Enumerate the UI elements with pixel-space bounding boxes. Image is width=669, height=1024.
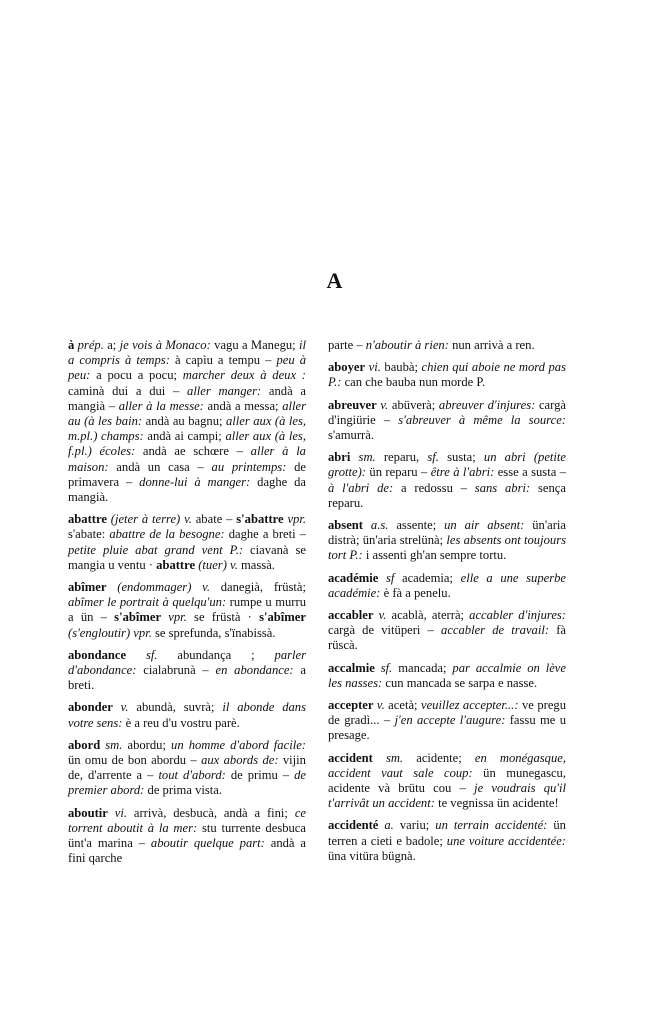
french-gloss: en abondance: (215, 663, 294, 678)
monegasque-text: üna vitüra bügnà. (328, 848, 416, 863)
monegasque-text: ün reparu – (366, 465, 431, 480)
french-gloss: une voiture accidentée: (446, 833, 566, 848)
dictionary-entry (328, 661, 566, 691)
french-gloss: v. (376, 397, 389, 412)
monegasque-text: stu turrente desbuca ünt'a marina – (68, 820, 306, 851)
monegasque-text: baubà; (380, 360, 422, 375)
monegasque-text: ün omu de bon abordu – (68, 753, 202, 768)
monegasque-text: acablà, aterrà; (386, 608, 470, 623)
french-gloss: aller à la messe: (118, 398, 204, 413)
monegasque-text: a pocu a pocu; (90, 368, 183, 383)
monegasque-text: andà un casa – (108, 459, 212, 474)
headword: abonder (68, 700, 113, 715)
french-gloss: (tuer) v. (195, 557, 238, 572)
french-gloss: en monégasque, accident vaut sale coup: (328, 750, 567, 780)
monegasque-text: andà a messa; (203, 398, 283, 413)
monegasque-text: à capìu a tempu – (169, 353, 277, 368)
french-gloss: (endommager) v. (106, 580, 210, 595)
headword: s'abattre (236, 512, 284, 527)
french-gloss: sm. (372, 750, 404, 765)
french-gloss: un terrain accidenté: (435, 818, 548, 833)
monegasque-text: ün terren a cieti e badole; (328, 818, 566, 848)
french-gloss: parler d'abondance: (68, 647, 306, 678)
french-gloss: abîmer le portrait à quelqu'un: (68, 595, 227, 610)
headword: accidenté (328, 818, 379, 833)
headword: abondance (68, 647, 127, 662)
french-gloss: veuillez accepter...: (421, 698, 519, 713)
french-gloss: prép. (74, 338, 108, 352)
headword: académie (328, 570, 379, 585)
headword: abattre (156, 557, 196, 572)
headword: accepter (328, 698, 374, 713)
french-gloss: aller au (à les bain: (68, 398, 307, 429)
monegasque-text: i assenti gh'an sempre tortu. (362, 548, 507, 563)
french-gloss: a. (378, 818, 394, 833)
monegasque-text: caminà dui a dui – (68, 383, 188, 398)
french-gloss: un abri (petite grotte): (328, 450, 566, 480)
french-gloss: n'aboutir à rien: (365, 338, 449, 352)
french-gloss: marcher deux à deux : (182, 368, 306, 383)
french-gloss: sf. (374, 660, 393, 675)
french-gloss: accabler d'injures: (469, 608, 566, 623)
french-gloss: aux abords de: (201, 753, 279, 768)
french-gloss: tout d'abord: (158, 768, 226, 783)
headword: accabler (328, 608, 374, 623)
french-gloss: sf (378, 570, 395, 585)
monegasque-text: a; (107, 338, 120, 352)
french-gloss: sm. (100, 737, 123, 752)
french-gloss: petite pluie abat grand vent P.: (68, 542, 244, 557)
monegasque-text: vijin de, d'arrente a – (68, 753, 306, 783)
french-gloss: vpr. (283, 512, 306, 527)
monegasque-text: s'amurrà. (328, 428, 374, 443)
french-gloss: j'en accepte l'augure: (394, 713, 506, 728)
headword: à (68, 338, 75, 352)
monegasque-text: parte – (328, 338, 366, 352)
monegasque-text: fassu me u presage. (328, 713, 566, 743)
monegasque-text: ün'aria distrà; ün'aria strelünà; (328, 518, 566, 548)
french-gloss: (jeter à terre) v. (106, 512, 192, 527)
monegasque-text: andà a mangià – (68, 383, 306, 413)
dictionary-entry (328, 398, 566, 444)
monegasque-text: a breti. (68, 663, 306, 693)
french-gloss: par accalmie on lève les nasses: (328, 660, 566, 690)
headword: abreuver (328, 397, 377, 412)
french-gloss: abreuver d'injures: (438, 397, 536, 412)
french-gloss: vi. (107, 805, 127, 820)
headword: absent (328, 518, 363, 533)
french-gloss: un homme d'abord facile: (171, 737, 306, 752)
monegasque-text: andà ai campi; (143, 429, 226, 444)
monegasque-text: s'abate: (68, 527, 110, 542)
french-gloss: chien qui aboie ne mord pas P.: (328, 360, 567, 390)
dictionary-entry (328, 698, 566, 744)
monegasque-text: esse a susta – (494, 465, 566, 480)
french-gloss: aboutir quelque part: (150, 836, 265, 851)
monegasque-text: andà au bagnu; (142, 414, 226, 429)
dictionary-entry (68, 338, 306, 505)
monegasque-text: cun mancada se sarpa e nasse. (382, 675, 538, 690)
dictionary-entry (68, 580, 306, 641)
monegasque-text: academia; (394, 570, 461, 585)
monegasque-text: daghe a breti – (224, 527, 306, 542)
french-gloss: je voudrais qu'il t'arrivât un accident: (328, 781, 566, 811)
french-gloss: un air absent: (444, 518, 525, 533)
monegasque-text: se sprefunda, s'ïnabissà. (151, 625, 276, 640)
monegasque-text: rumpe u murru a ün – (68, 595, 306, 625)
dictionary-entry (68, 512, 306, 573)
monegasque-text: abate – (191, 512, 237, 527)
french-gloss: les absents ont toujours tort P.: (328, 533, 566, 563)
monegasque-text: è fà a penelu. (380, 585, 451, 600)
dictionary-entry (328, 571, 566, 601)
french-gloss: donne-lui à manger: (139, 474, 251, 489)
french-gloss: sm. (350, 450, 376, 465)
french-gloss: de premier abord: (68, 768, 306, 798)
dictionary-entry (68, 648, 306, 694)
headword: s'abîmer (259, 610, 306, 625)
monegasque-text: daghe da mangià. (68, 474, 307, 505)
headword: accident (328, 750, 373, 765)
dictionary-entry (328, 360, 566, 390)
french-gloss: aller à la maison: (68, 444, 306, 474)
monegasque-text: abordu; (122, 737, 172, 752)
monegasque-text: andà a fini qarche (68, 836, 306, 866)
section-letter: A (326, 268, 343, 293)
monegasque-text: abüverà; (388, 397, 439, 412)
headword: abord (68, 737, 101, 752)
french-gloss: aller aux (à les, f.pl.) écoles: (68, 429, 306, 459)
monegasque-text: de prima vista. (144, 783, 223, 798)
french-gloss: aller manger: (187, 383, 262, 398)
headword: abattre (68, 512, 107, 527)
dictionary-entry (68, 700, 306, 730)
headword: abîmer (68, 580, 107, 595)
left-column (68, 338, 306, 874)
monegasque-text: de primu – (225, 768, 295, 783)
monegasque-text: abundà, suvrà; (128, 700, 223, 715)
monegasque-text: fà rüscà. (328, 623, 567, 653)
monegasque-text: mancada; (392, 660, 453, 675)
french-gloss: elle a une superbe académie: (328, 570, 566, 600)
french-gloss: être à l'abri: (430, 465, 495, 480)
monegasque-text: acidente; (403, 750, 475, 765)
french-gloss: au printemps: (211, 459, 287, 474)
french-gloss: vi. (365, 360, 381, 375)
monegasque-text: massà. (237, 557, 275, 572)
monegasque-text: cialabrunà – (136, 663, 216, 678)
french-gloss: v. (112, 700, 129, 715)
monegasque-text: abundança ; (157, 647, 275, 662)
monegasque-text: acetà; (384, 698, 421, 713)
french-gloss: s'abreuver à même la source: (398, 412, 566, 427)
dictionary-entry (328, 450, 566, 511)
headword: s'abîmer (114, 610, 162, 625)
monegasque-text: ciavanà se mangia u ventu · (68, 542, 306, 572)
monegasque-text: cargà de vitüperi – (328, 623, 442, 638)
dictionary-entry (68, 806, 306, 867)
monegasque-text: reparu, (375, 450, 428, 465)
french-gloss: aller aux (à les, m.pl.) champs: (68, 414, 307, 444)
french-gloss: vpr. (161, 610, 187, 625)
french-gloss: ce torrent aboutit à la mer: (68, 805, 306, 835)
headword: aboutir (68, 805, 108, 820)
dictionary-entry (328, 608, 566, 654)
french-gloss: v. (373, 608, 387, 623)
monegasque-text: è a reu d'u vostru parè. (122, 715, 240, 730)
monegasque-text: susta; (438, 450, 484, 465)
dictionary-entry (328, 818, 566, 864)
headword: accalmie (328, 660, 375, 675)
monegasque-text: can che bauba nun morde P. (341, 375, 486, 390)
monegasque-text: nun arrivà a ren. (448, 338, 535, 352)
french-gloss: peu à peu: (68, 353, 306, 383)
french-gloss: v. (373, 698, 385, 713)
monegasque-text: danegià, früstà; (209, 580, 306, 595)
french-gloss: a.s. (363, 518, 389, 533)
monegasque-text: ve pregu de gradì... – (328, 698, 567, 728)
dictionary-entry (328, 338, 566, 353)
french-gloss: sf. (126, 647, 158, 662)
headword: aboyer (328, 360, 366, 375)
monegasque-text: arrivà, desbucà, andà a fini; (127, 805, 295, 820)
monegasque-text: cargà d'ingiürie – (328, 397, 567, 427)
monegasque-text: se früstà · (186, 610, 260, 625)
french-gloss: accabler de travail: (441, 623, 550, 638)
monegasque-text: vagu a Manegu; (210, 338, 299, 352)
right-column (328, 338, 566, 871)
monegasque-text: ün munegascu, acidente và brütu cou – (328, 765, 566, 796)
dictionary-entry (328, 751, 566, 812)
french-gloss: (s'engloutir) vpr. (68, 625, 152, 640)
french-gloss: il abonde dans votre sens: (68, 700, 306, 730)
headword: abri (328, 450, 351, 465)
french-gloss: abattre de la besogne: (109, 527, 225, 542)
dictionary-entry (68, 738, 306, 799)
monegasque-text: variu; (393, 818, 436, 833)
french-gloss: il a compris à temps: (68, 338, 306, 368)
monegasque-text: a redossu – (393, 480, 475, 495)
monegasque-text: sença reparu. (328, 480, 566, 510)
french-gloss: sf. (427, 450, 439, 465)
french-gloss: je vois à Monaco: (119, 338, 211, 352)
dictionary-entry (328, 518, 566, 564)
monegasque-text: te vegnissa ün acidente! (434, 796, 559, 811)
french-gloss: sans abri: (474, 480, 531, 495)
french-gloss: à l'abri de: (328, 480, 394, 495)
monegasque-text: andà ae schœre – (135, 444, 251, 459)
monegasque-text: de primavera – (68, 459, 307, 489)
monegasque-text: assente; (388, 518, 445, 533)
